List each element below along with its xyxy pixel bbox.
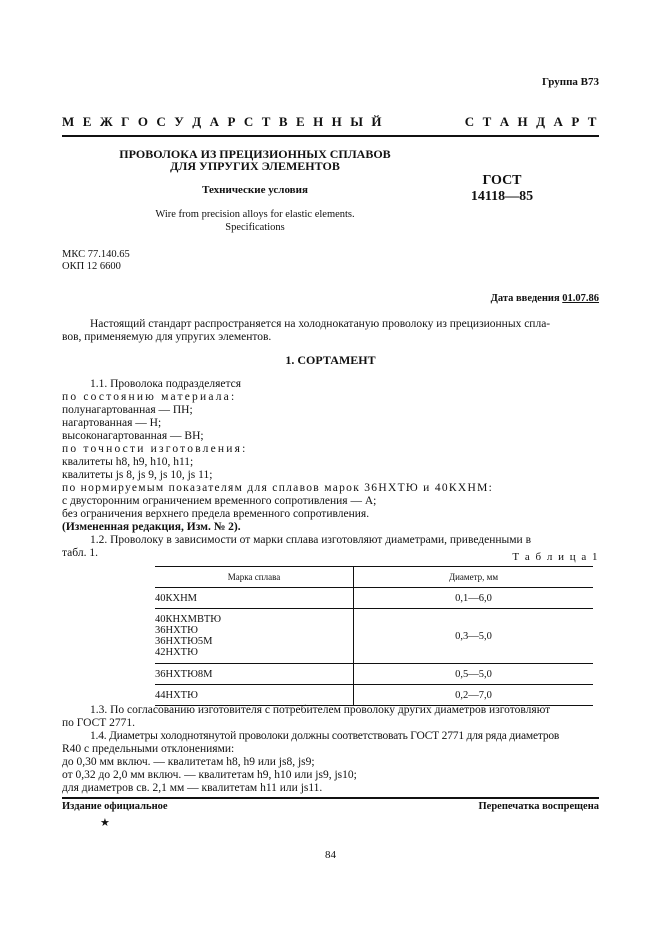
- p13-line1: 1.3. По согласованию изготовителя с потребителем проволоку других диаметров изготовляют: [90, 704, 551, 716]
- intro-line2: вов, применяемую для упругих элементов.: [62, 331, 272, 343]
- section1-lines: [90, 378, 600, 391]
- intro-line1: Настоящий стандарт распространяется на холоднокатаную проволоку из прецизионных спла-: [90, 318, 551, 330]
- banner-left: М Е Ж Г О С У Д А Р С Т В Е Н Н Ы Й: [62, 114, 385, 129]
- p11-item-pn: полунагартованная — ПН;: [62, 404, 193, 416]
- diameter-cell: 0,1—6,0: [354, 588, 594, 609]
- p11-item-h: квалитеты h8, h9, h10, h11;: [62, 456, 194, 468]
- p14-item: для диаметров св. 2,1 мм — квалитетам h11 или js11.: [62, 782, 323, 794]
- banner-right: С Т А Н Д А Р Т: [464, 114, 599, 129]
- gost-label: ГОСТ: [482, 173, 522, 188]
- p12-line1: 1.2. Проволоку в зависимости от марки сплава изготовляют диаметрами, приведенными в: [90, 534, 532, 546]
- table-row: [155, 664, 593, 685]
- intro-date-value: 01.07.86: [562, 293, 599, 304]
- star-icon: ★: [100, 817, 110, 829]
- okp-code: ОКП 12 6600: [62, 261, 121, 272]
- banner-rule: [62, 135, 599, 137]
- p14-line1: 1.4. Диаметры холоднотянутой проволоки должны соответствовать ГОСТ 2771 для ряда диаметров: [90, 730, 560, 742]
- p14-item: от 0,32 до 2,0 мм включ. — квалитетам h9, h10 или js9, js10;: [62, 769, 357, 781]
- alloy-cell: 44НХТЮ: [155, 685, 354, 706]
- p11-item-n: нагартованная — Н;: [62, 417, 162, 429]
- p14-line2: R40 с предельными отклонениями:: [62, 743, 235, 755]
- alloy-cell: 36НХТЮ8М: [155, 664, 354, 685]
- p11-item-js: квалитеты js 8, js 9, js 10, js 11;: [62, 469, 213, 481]
- footer-reprint: Перепечатка воспрещена: [478, 801, 599, 812]
- footer-edition: Издание официальное: [62, 801, 168, 812]
- intro-date-label: Дата введения: [490, 293, 560, 304]
- p13-line2: по ГОСТ 2771.: [62, 717, 136, 729]
- table1-header-row: [155, 567, 593, 588]
- page-number: 84: [325, 849, 336, 861]
- title-en-line2: Specifications: [225, 222, 285, 233]
- table1: [155, 566, 593, 706]
- diameter-cell: 0,3—5,0: [354, 609, 594, 664]
- table-row: [155, 609, 593, 664]
- table1-col-alloy: Марка сплава: [155, 567, 354, 588]
- amendment-note: (Измененная редакция, Изм. № 2).: [62, 521, 241, 533]
- p11-material-heading: по состоянию материала:: [62, 391, 237, 403]
- alloy-cell: 40КХНМ: [155, 588, 354, 609]
- diameter-cell: 0,5—5,0: [354, 664, 594, 685]
- title-line1: ПРОВОЛОКА ИЗ ПРЕЦИЗИОННЫХ СПЛАВОВ: [119, 147, 391, 161]
- intro-date: [491, 292, 599, 305]
- table1-caption: Т а б л и ц а 1: [512, 551, 599, 563]
- section1-body: [62, 391, 602, 534]
- p11-line: 1.1. Проволока подразделяется: [90, 378, 242, 390]
- gost-number: 14118—85: [470, 189, 534, 204]
- alloy-cell: 40КНХМВТЮ 36НХТЮ 36НХТЮ5М 42НХТЮ: [155, 609, 354, 664]
- group-code: Группа В73: [541, 76, 599, 88]
- p14-item: до 0,30 мм включ. — квалитетам h8, h9 или js8, js9;: [62, 756, 315, 768]
- p11-item-vn: высоконагартованная — ВН;: [62, 430, 204, 442]
- title-en-line1: Wire from precision alloys for elastic elements.: [155, 209, 355, 220]
- title-line2: ДЛЯ УПРУГИХ ЭЛЕМЕНТОВ: [170, 159, 340, 173]
- table-row: [155, 685, 593, 706]
- p11-item-a: с двусторонним ограничением временного сопротивления — А;: [62, 495, 377, 507]
- p11-accuracy-heading: по точности изготовления:: [62, 443, 248, 455]
- section1-heading: 1. СОРТАМЕНТ: [285, 353, 376, 367]
- p11-norm-heading: по нормируемым показателям для сплавов марок 36НХТЮ и 40КХНМ:: [62, 482, 494, 494]
- p12-line2: табл. 1.: [62, 547, 98, 559]
- p14-list: [62, 756, 357, 795]
- table1-col-diameter: Диаметр, мм: [354, 567, 594, 588]
- title-subtitle: Технические условия: [202, 184, 308, 196]
- footer-rule: [62, 797, 599, 799]
- table-row: [155, 588, 593, 609]
- p11-item-b: без ограничения верхнего предела временного сопротивления.: [62, 508, 370, 520]
- mks-code: МКС 77.140.65: [62, 249, 130, 260]
- diameter-cell: 0,2—7,0: [354, 685, 594, 706]
